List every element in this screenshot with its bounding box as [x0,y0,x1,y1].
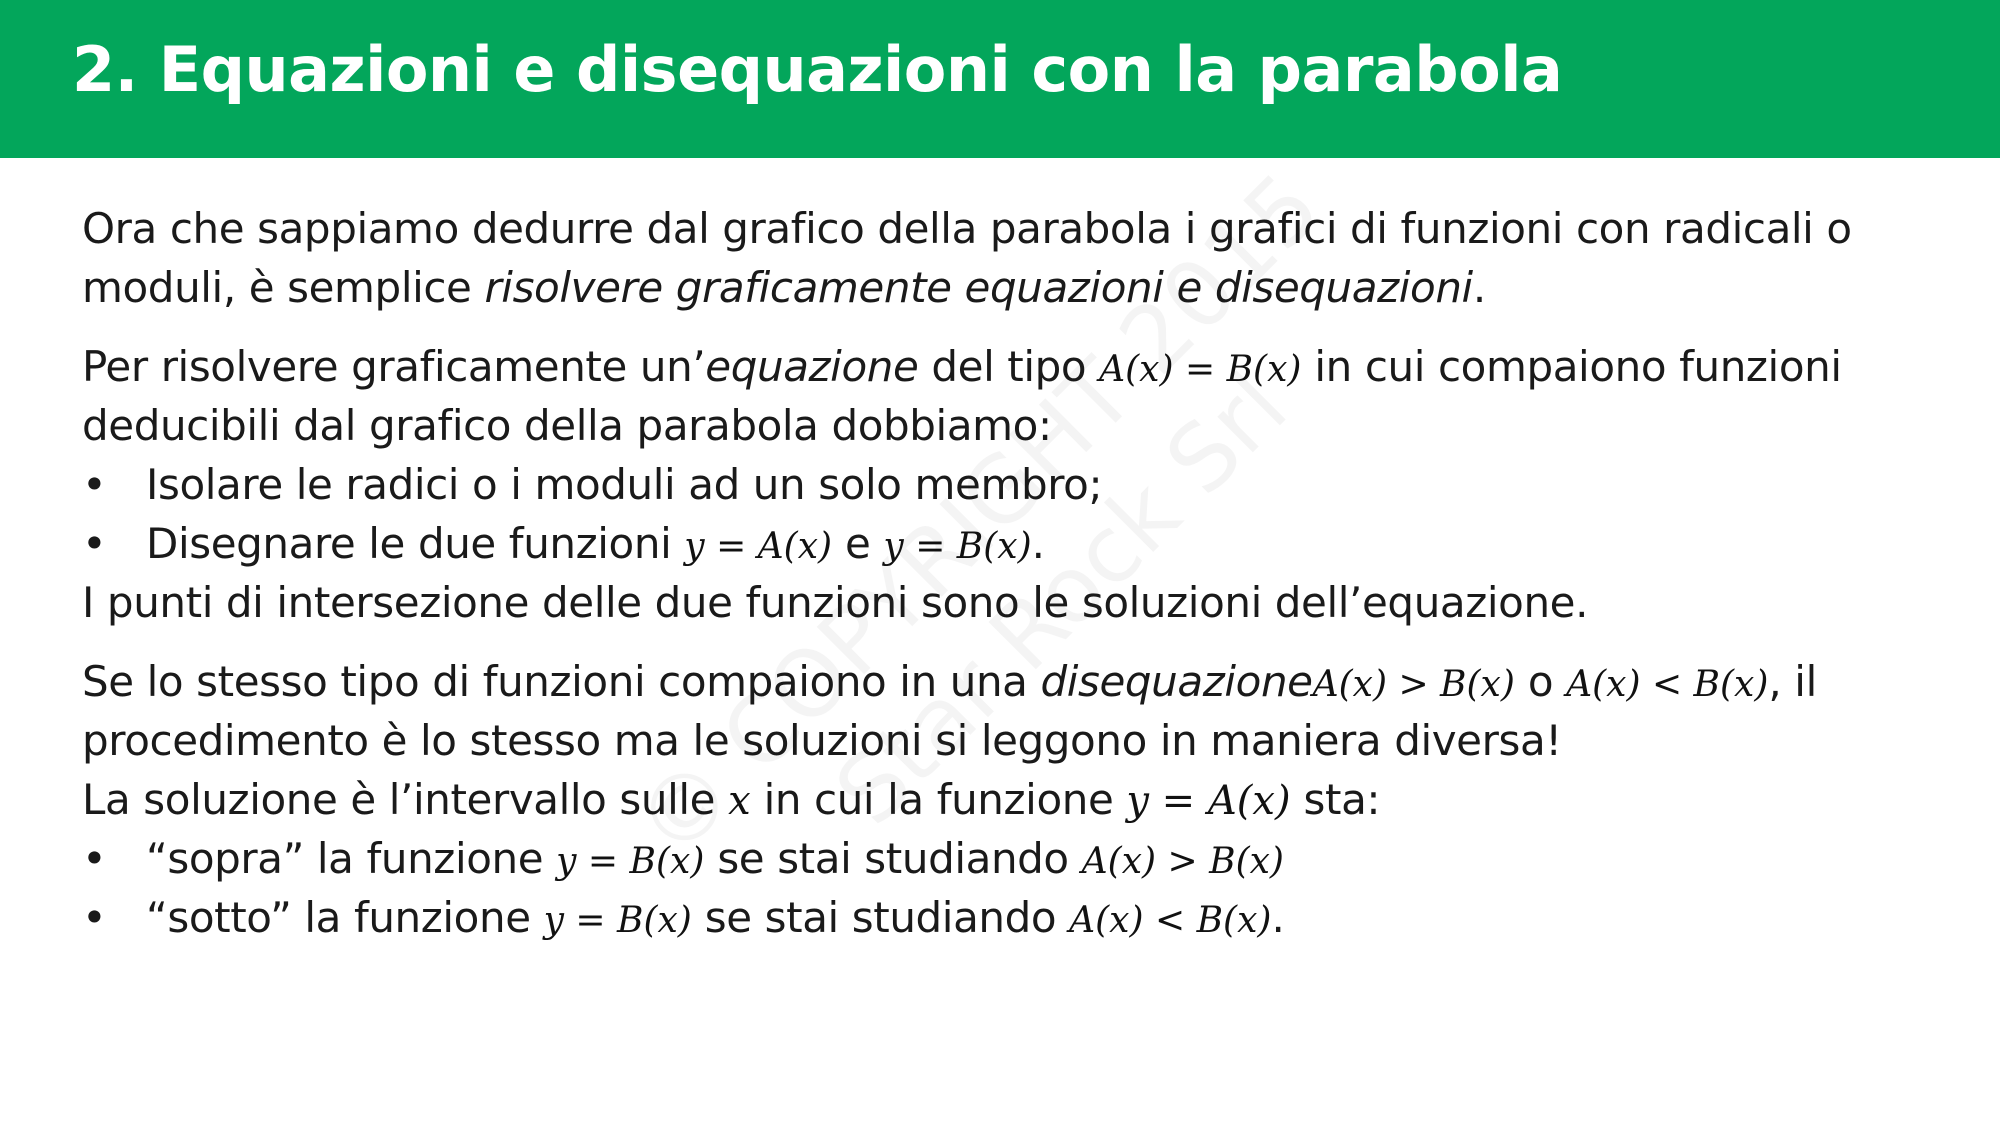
math-expression: y = B(x) [543,900,692,941]
text-run: “sopra” la funzione [146,834,557,883]
text-run: , il [1768,657,1817,706]
math-expression: A(x) < B(x) [1069,900,1272,941]
inequality-paragraph [82,652,1942,947]
math-expression: A(x) = B(x) [1099,349,1302,390]
text-run: in cui compaiono funzioni [1301,342,1842,391]
text-line: Ora che sappiamo dedurre dal grafico della parabola i grafici di funzioni con radicali o [82,204,1852,253]
text-run: moduli, è semplice [82,263,485,312]
text-line [82,652,1942,711]
text-run: . [1271,893,1285,942]
text-line: procedimento è lo stesso ma le soluzioni si leggono in maniera diversa! [82,716,1562,765]
text-run: in cui la funzione [750,775,1127,824]
text-line [82,337,1942,396]
title-bar [0,0,2000,158]
math-expression: y = B(x) [883,526,1032,567]
bullet-icon: • [82,460,107,509]
math-expression: y = A(x) [1126,778,1291,824]
text-run: Se lo stesso tipo di funzioni compaiono in una [82,657,1041,706]
text-run: La soluzione è l’intervallo sulle [82,775,729,824]
text-line [82,258,1942,317]
math-expression: A(x) < B(x) [1566,664,1769,705]
emphasis-text: disequazione [1040,657,1313,706]
text-run: o [1514,657,1567,706]
text-run: se stai studiando [691,893,1070,942]
equation-paragraph [82,337,1942,632]
math-expression: A(x) > B(x) [1312,664,1515,705]
intro-paragraph [82,199,1942,317]
text-run: Disegnare le due funzioni [146,519,685,568]
math-expression: x [728,778,751,824]
list-item [82,455,1942,514]
text-line: deducibili dal grafico della parabola dobbiamo: [82,401,1052,450]
page-title: 2. Equazioni e disequazioni con la parabola [72,33,1563,106]
emphasis-text: risolvere graficamente equazioni e disequazioni [484,263,1473,312]
list-item-text: Isolare le radici o i moduli ad un solo membro; [146,460,1103,509]
text-line [82,770,1942,829]
list-item [82,514,1942,573]
list-item [82,888,1942,947]
bullet-icon: • [82,834,107,883]
math-expression: A(x) > B(x) [1081,841,1284,882]
text-run: sta: [1290,775,1381,824]
bullet-icon: • [82,893,107,942]
text-run: . [1472,263,1486,312]
slide-body [82,199,1942,947]
math-expression: y = A(x) [684,526,833,567]
bullet-icon: • [82,519,107,568]
text-run: Per risolvere graficamente un’ [82,342,706,391]
text-run: . [1031,519,1045,568]
text-run: se stai studiando [704,834,1082,883]
text-run: “sotto” la funzione [146,893,544,942]
emphasis-text: equazione [705,342,919,391]
math-expression: y = B(x) [556,841,705,882]
list-item [82,829,1942,888]
text-run: del tipo [918,342,1100,391]
text-line: I punti di intersezione delle due funzioni sono le soluzioni dell’equazione. [82,578,1589,627]
text-run: e [832,519,884,568]
